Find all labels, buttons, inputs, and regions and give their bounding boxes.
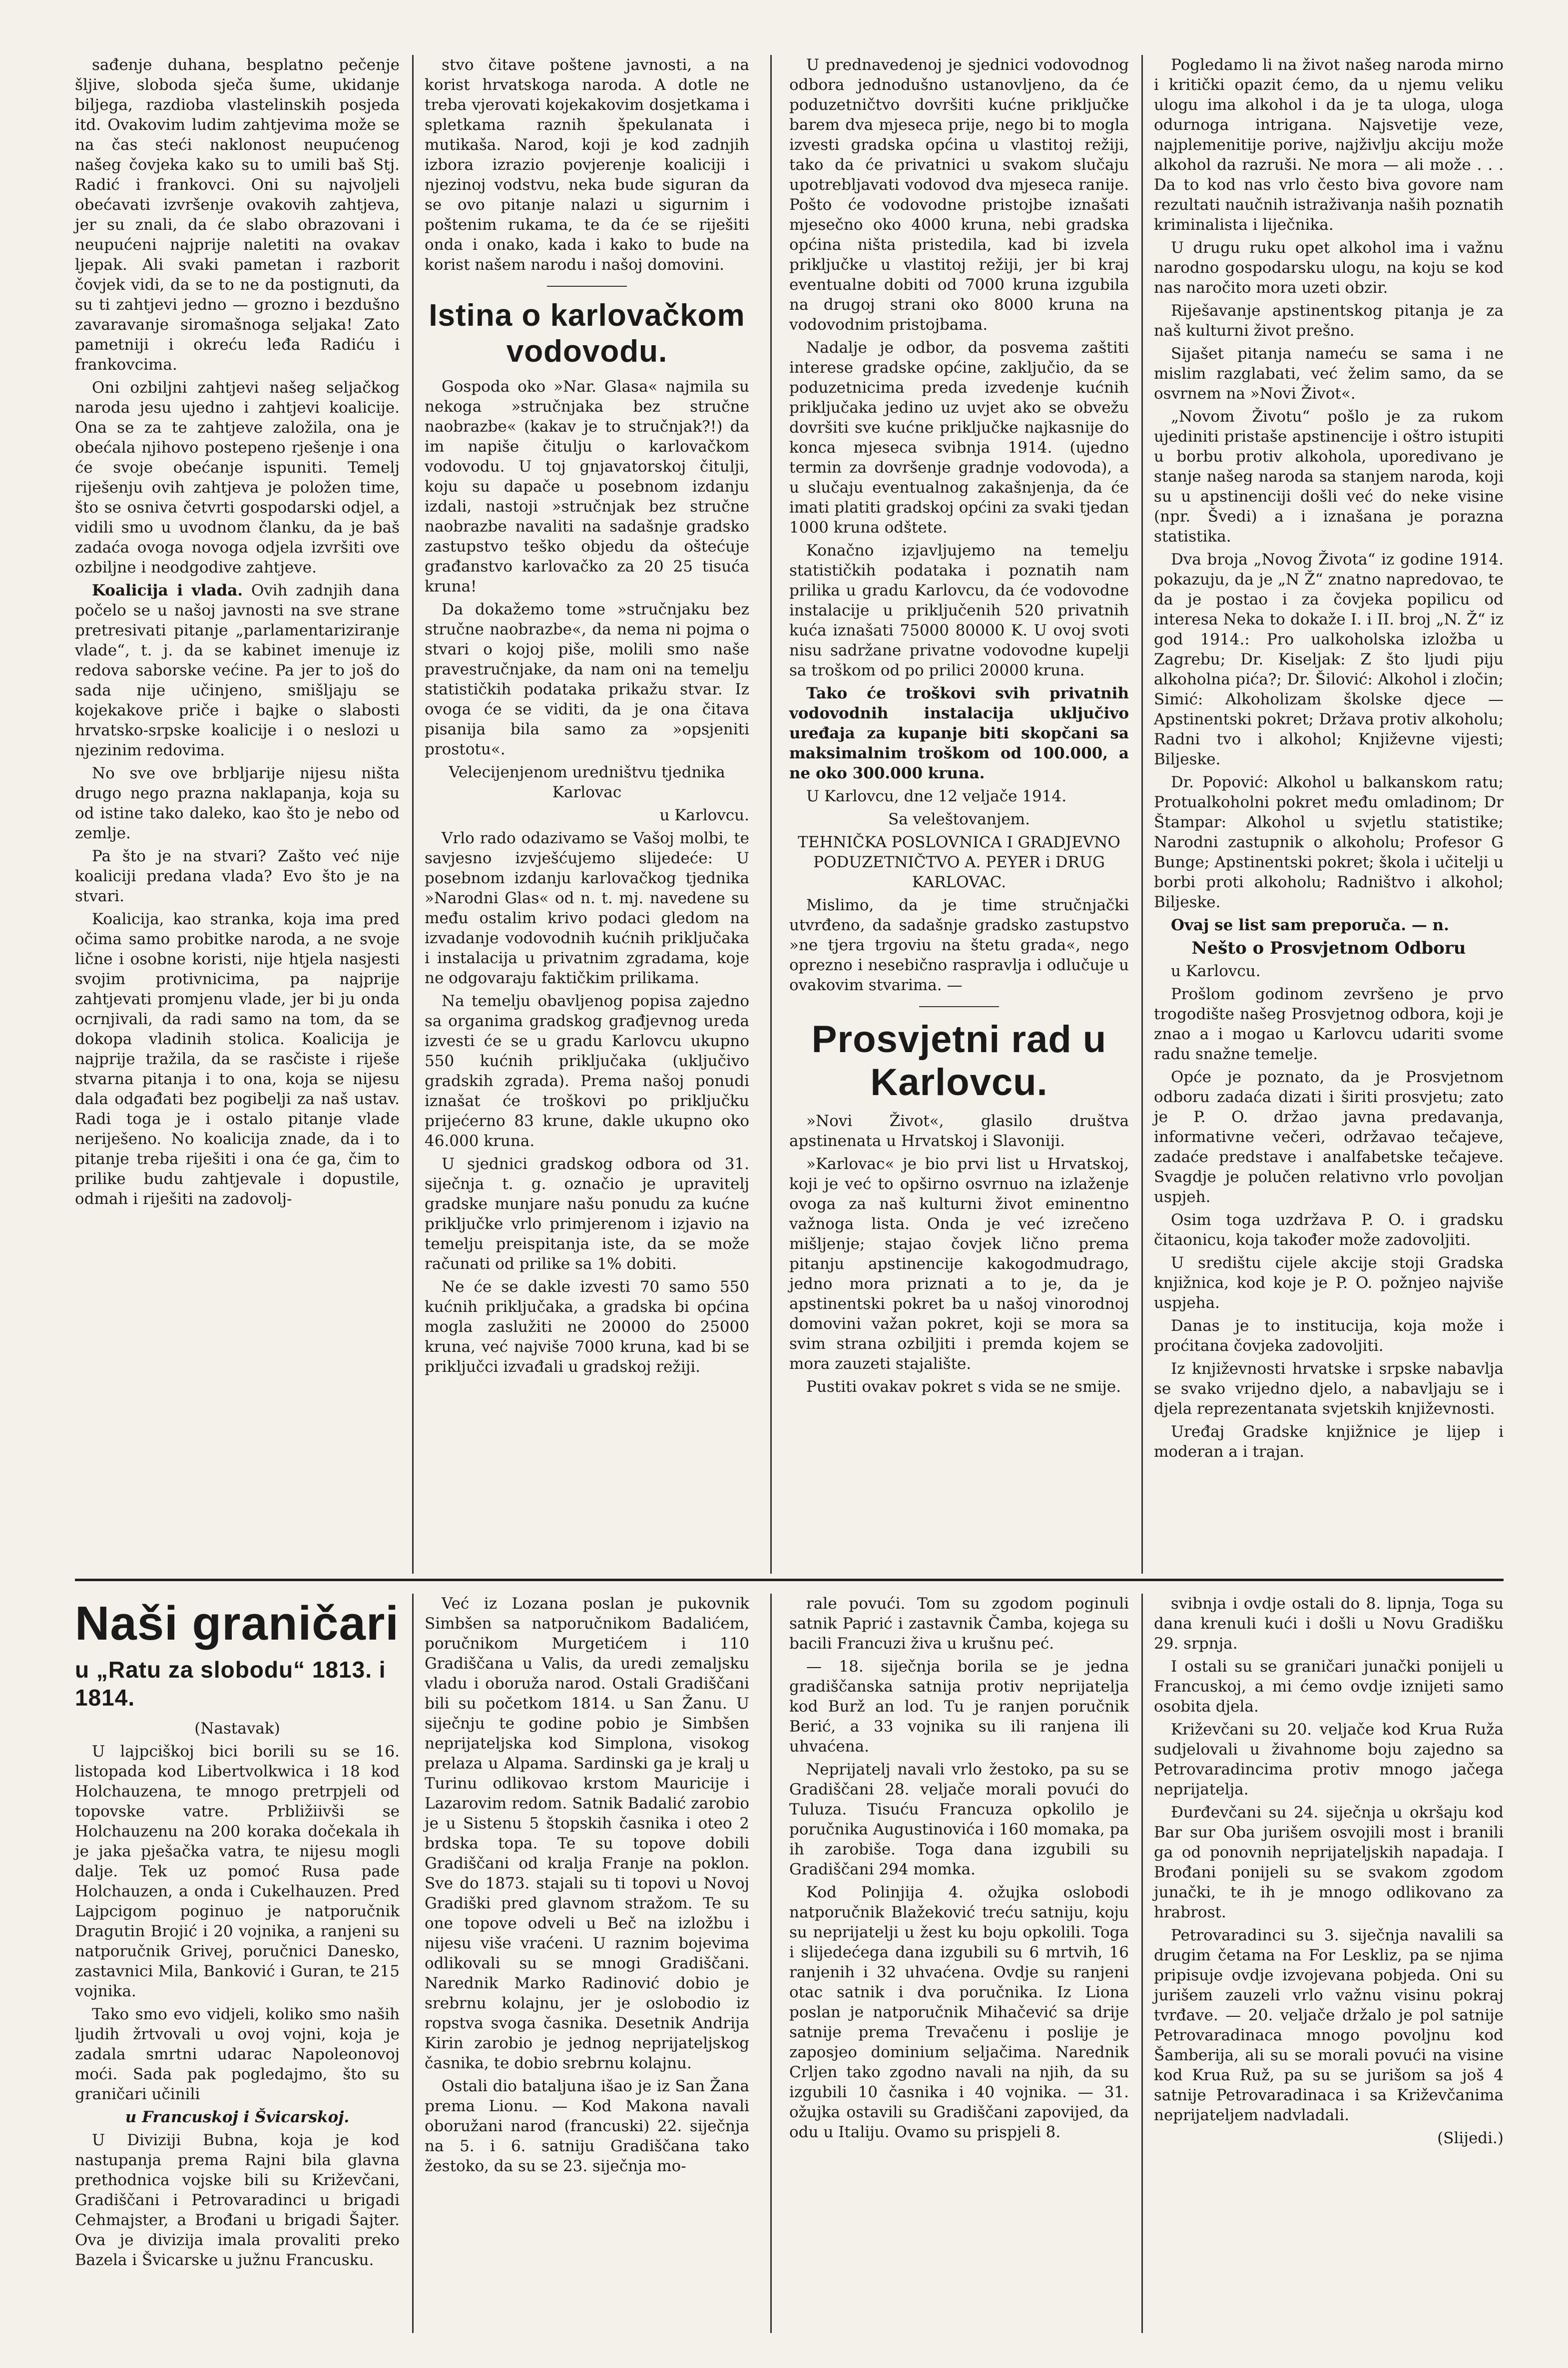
article-paragraph: »Novi Život«, glasilo društva apstinenata u Hrvatskoj i Slavoniji.: [789, 1112, 1129, 1150]
article-paragraph: stvo čitave poštene javnosti, a na korist hrvatskoga naroda. A dotle ne treba vjerovati kojekakovim dosjetkama i spletkama raznih špekulanata i mutikaša. Narod, koji je kod zadnjih izbora izrazio povjerenje koaliciji i njezinoj vodstvu, neka bude siguran da se ovo pitanje nalazi u sigurnim i poštenim rukama, te da će se riješiti onda i onako, kada i kako to bude na korist našem narodu i našoj domovini.: [425, 56, 749, 274]
column-3: [789, 55, 1129, 1400]
column-divider: [770, 1594, 772, 2333]
section-text: Ovih zadnjih dana počelo se u našoj javnosti na sve strane pretresivati pitanje „parlamentariziranje vlade“, t. j. da se kabinet imenuje iz redova saborske većine. Pa jer to još do sada nije učinjeno, smišljaju se kojekakove priče i bajke o slabosti hrvatsko-srpske koalicije i o neslozi u njezinim redovima.: [75, 582, 400, 759]
bottom-column-4: [1154, 1594, 1504, 2151]
article-paragraph: Tako smo evo vidjeli, koliko smo naših ljudih žrtvovali u ovoj vojni, koja je zadala smrtni udarac Napoleonovoj moći. Sada pak pogledajmo, što su graničari učinili: [75, 2005, 400, 2103]
section-subtitle: u Francuskoj i Švicarskoj.: [125, 2108, 350, 2126]
newspaper-page: [75, 55, 1504, 2333]
article-paragraph: I ostali su se graničari junački ponijeli u Francuskoj, a mi ćemo ovdje iznijeti samo osobita djela.: [1154, 1658, 1504, 1716]
article-paragraph: Dr. Popović: Alkohol u balkanskom ratu; Protualkoholni pokret među omladinom; Dr Štampar: Alkohol u svjetlu statistike; Narodni zastupnik o alkoholu; Profesor G Bunge; Apstinentski pokret; škola i učitelji u borbi proti alkoholu; Radništvo i alkohol; Biljeske.: [1154, 773, 1504, 911]
article-paragraph: Konačno izjavljujemo na temelju statističkih podataka i poznatih nam prilika u gradu Karlovcu, da će vodovodne instalacije u priključenih 520 privatnih kuća iznašati 75000 80000 K. U ovoj svoti nisu sadržane privatne vodovodne kupelji sa troškom od po prilici 20000 kruna.: [789, 542, 1129, 679]
firm-signature: TEHNIČKA POSLOVNICA I GRADJEVNO PODUZETNIČTVO A. PEYER i DRUG KARLOVAC.: [798, 833, 1120, 891]
section-lead: Koalicija i vlada.: [92, 582, 243, 599]
letter-place: u Karlovcu.: [659, 806, 749, 824]
article-paragraph: Petrovaradinci su 3. siječnja navalili sa drugim četama na For Leskliz, pa se njima pripisuje ovdje izvojevana pobjeda. Oni su jurišem zauzeli vrlo važnu visinu pokraj tvrđave. — 20. veljače držalo je pol satnije Petrovaradinaca mnogo povoljnu kod Šamberija, ali su se morali povući na visine kod Krua Ruž, pa su se jurišom sa još 4 satnije Petrovaradinaca i sa Križevčanima neprijateljem nadvladali.: [1154, 1926, 1504, 2124]
article-paragraph: rale povući. Tom su zgodom poginuli satnik Paprić i zastavnik Čamba, kojega su bacili Francuzi živa u krušnu peć.: [789, 1595, 1129, 1653]
headline-istina: Istina o karlovačkom vodovodu.: [429, 298, 745, 369]
bottom-column-1: [75, 1594, 400, 2273]
article-paragraph: [75, 581, 400, 760]
to-be-continued: (Slijedi.): [1437, 2129, 1504, 2147]
subheadline-granicari: u „Ratu za slobodu“ 1813. i 1814.: [75, 1657, 386, 1711]
article-paragraph: Dva broja „Novog Života“ iz godine 1914. pokazuju, da je „N Ž“ znatno napredovao, te da je postao i za čovjeka popilicu od interesa Neka to dokaže I. i II. broj „N. Ž“ iz god 1914.: Pro ualkoholska izložba u Zagrebu; Dr. Kiseljak: Z što ljudi piju alkoholna pića?; Dr. Šilović: Alkohol i zločin; Simić: Alkoholizam školske djece — Apstinentski pokret; Država protiv alkoholu; Radni tvo i alkohol; Književne vijesti; Biljeske.: [1154, 551, 1504, 768]
article-paragraph: Opće je poznato, da je Prosvjetnom odboru zadaća dizati i širiti prosvjetu; zato je P. O. držao javna predavanja, informativne večeri, održavao tečajeve, zadaće predstave i analfabetske tečajeve. Svagdje je polučen relativno vrlo povoljan uspjeh.: [1154, 1068, 1504, 1206]
bottom-column-3: [789, 1594, 1129, 2145]
article-paragraph: Đurđevčani su 24. siječnja u okršaju kod Bar sur Oba jurišem osvojili most i branili ga od ponovnih neprijateljskih napadaja. I Brođani ponijeli su se svakom zgodom junački, te ih je mnogo odlikovano za hrabrost.: [1154, 1803, 1504, 1921]
headline-granicari: Naši graničari: [75, 1597, 399, 1650]
article-paragraph: — 18. siječnja borila se je jedna gradiščanska satnija protiv neprijatelja kod Burž an lod. Tu je ranjen poručnik Berić, a 33 vojnika su ili ranjena ili uhvaćena.: [789, 1658, 1129, 1756]
article-paragraph: Križevčani su 20. veljače kod Krua Ruža sudjelovali u živahnome boju zajedno sa Petrovaradincima protiv mnogo jačega neprijatelja.: [1154, 1721, 1504, 1798]
article-paragraph: Nadalje je odbor, da posvema zaštiti interese gradske općine, zaključio, da se poduzetnicima preda izvedenje kućnih priključaka jedino uz uvjet ako se obvežu dovršiti sve kućne priključke najkasnije do konca mjeseca svibnja 1914. (ujedno termin za dovršenje gradnje vodovoda), a u slučaju eventualnog zakašnjenja, da će imati platiti gradskoj općini za svaki tjedan 1000 kruna odštete.: [789, 339, 1129, 537]
article-paragraph: U Diviziji Bubna, koja je kod nastupanja prema Rajni bila glavna prethodnica vojske bili su Križevčani, Gradiščani i Petrovaradinci u brigadi Cehmajster, a Brođani u brigadi Šajter. Ova je divizija imala provaliti preko Bazela i Švicarske u južnu Francusku.: [75, 2131, 400, 2269]
column-divider: [1141, 55, 1143, 1574]
article-paragraph: Danas je to institucija, koja može i proćitana čovjeka zadovoljiti.: [1154, 1317, 1504, 1355]
column-divider: [412, 55, 414, 1574]
headline-prosvjetni-odbor: Nešto o Prosvjetnom Odboru: [1191, 938, 1466, 958]
letter-paragraph: Na temelju obavljenog popisa zajedno sa organima gradskog građjevnog ureda izvesti će se u gradu Karlovcu ukupno 550 kućnih priključaka (uključivo gradskih zgrada). Prema našoj ponudi iznašat će troškovi po priključku prijećerno 83 krune, dakle ukupno oko 46.000 kruna.: [425, 992, 749, 1150]
article-paragraph: Osim toga uzdržava P. O. i gradsku čitaonicu, koja također može zadovoljiti.: [1154, 1211, 1504, 1249]
letter-paragraph: Ne će se dakle izvesti 70 samo 550 kućnih priključaka, a gradska bi općina mogla zaslužiti ne 20000 do 25000 kruna, već najviše 7000 kruna, kad bi se priključci izvađali u gradskoj režiji.: [425, 1278, 749, 1376]
article-paragraph: No sve ove brbljarije nijesu ništa drugo nego prazna naklapanja, koja su od istine tako daleko, kao što je nebo od zemlje.: [75, 764, 400, 842]
column-divider: [770, 55, 772, 1574]
article-paragraph: Tako će troškovi svih privatnih vodovodnih instalacija uključivo uređaja za kupanje biti skopčani sa maksimalnim troškom od 100.000, a ne oko 300.000 kruna.: [789, 684, 1129, 782]
article-paragraph: »Karlovac« je bio prvi list u Hrvatskoj, koji je već to opširno osvrnuo na izlaženje ovoga za naš kulturni život eminentno važnoga lista. Onda je već izrečeno mišljenje; stajao čovjek lično prema pitanju apstinencije kakogodmudrago, jedno mora priznati a to je, da je apstinentski pokret ba u našoj vinorodnoj domovini važan pokret, koji se mora sa svim strana ozbiljiti i premda kojem se mora zauzeti stajalište.: [789, 1155, 1129, 1373]
article-paragraph: Sijašet pitanja nameću se sama i ne mislim razglabati, već želim samo, da se osvrnem na »Novi Život«.: [1154, 345, 1504, 403]
article-paragraph: Ostali dio bataljuna išao je iz San Žana prema Lionu. — Kod Makona navali oboružani narod (francuski) 22. siječnja na 5. i 6. satniju Gradiščana tako žestoko, da su se 23. siječnja mo-: [425, 2077, 749, 2175]
article-paragraph: „Novom Životu“ pošlo je za rukom ujediniti pristaše apstinencije i oštro istupiti u borbu protiv alkohola, uporedivano je stanje našeg naroda sa stanjem naroda, koji su u apstinenciji došli već do neke visine (npr. Švedi) a i iznašana je porazna statistika.: [1154, 408, 1504, 546]
letter-paragraph: U sjednici gradskog odbora od 31. siječnja t. g. označio je upravitelj gradske munjare našu ponudu za kućne priključke vrlo primjerenom i izjavio na temelju preispitanja iste, da se može računati od prilike sa 1% dobiti.: [425, 1155, 749, 1273]
letter-greeting: Sa veleštovanjem.: [888, 810, 1030, 828]
article-paragraph: Oni ozbiljni zahtjevi našeg seljačkog naroda jesu ujedno i zahtjevi koalicije. Ona se za te zahtjeve založila, ona je obećala njihovo postepeno rješenje i ona će svoje obećanje ispuniti. Temelj riješenju ovih zahtjeva je položen time, što se osniva četvrti gospodarski odjel, a vidili smo u uvodnom članku, da je baš zadaća ovoga novoga odjela izvršiti ove ozbiljne i neodgodive zahtjeve.: [75, 379, 400, 577]
article-paragraph: sađenje duhana, besplatno pečenje šljive, sloboda sječa šume, ukidanje biljega, razdioba vlastelinskih posjeda itd. Ovakovim ludim zahtjevima može se na čas steći naklonost neupućenog našeg čovjeka kako su to umili baš Stj. Radić i frankovci. Oni su najvoljeli obećavati izvršenje ovakovih zahtjeva, jer su znali, da će slabo obrazovani i neupućeni najprije naletiti na ovakav ljepak. Ali svaki pametan i razborit čovjek vidi, da se to ne da postignuti, da su ti zahtjevi jedno — grozno i bezdušno zavaravanje siromašnoga seljaka! Zato pametniji i okreću leđa Radiću i frankovcima.: [75, 56, 400, 374]
article-divider: [919, 1006, 999, 1007]
article-paragraph: Riješavanje apstinentskog pitanja je za naš kulturni život prešno.: [1154, 302, 1504, 340]
article-paragraph: U lajpciškoj bici borili su se 16. listopada kod Libertvolkwica i 18 kod Holchauzena, te mnogo pretrpjeli od topovske vatre. Prbližiivši se Holchauzenu na 200 koraka dočekala ih je jaka pješačka vatra, te nijesu mogli dalje. Tek uz pomoć Rusa pade Holchauzen, a onda i Cukelhauzen. Pred Lajpcigom poginuo je natporučnik Dragutin Brojić i 20 vojnika, a ranjeni su natporučnik Grivej, poručnici Danesko, zastavnici Mila, Banković i Guran, te 215 vojnika.: [75, 1743, 400, 2000]
column-1: [75, 55, 400, 1212]
article-paragraph: U drugu ruku opet alkohol ima i važnu narodno gospodarsku ulogu, na koju se kod nas naročito mora uzeti obzir.: [1154, 239, 1504, 297]
letter-paragraph: Vrlo rado odazivamo se Vašoj molbi, te savjesno izvješćujemo slijedeće: U posebnom izdanju karlovačkog tjednika »Narodni Glas« od n. t. mj. navedene su među ostalim krivo podaci gledom na izvadanje vodovodnih kućnih priključaka i instalacija u privatnim zgradama, koje ne odgovaraju faktičkim prilikama.: [425, 829, 749, 987]
article-paragraph: U središtu cijele akcije stoji Gradska knjižnica, kod koje je P. O. požnjeo najviše uspjeha.: [1154, 1254, 1504, 1312]
article-paragraph: Pogledamo li na život našeg naroda mirno i kritički opazit ćemo, da u njemu veliku ulogu ima alkohol i da je ta uloga, uloga odurnoga intrigana. Najsvetije veze, najplemenitije porive, najživlju akciju može alkohol da razruši. Ne mora — ali može . . . Da to kod nas vrlo često biva govore nam rezultati naučnih istraživanja naših poznatih kriminalista i liječnika.: [1154, 56, 1504, 234]
continuation-note: (Nastavak): [194, 1720, 280, 1738]
column-divider: [1141, 1594, 1143, 2333]
article-paragraph: Iz književnosti hrvatske i srpske nabavlja se svako vrijedno djelo, a nabavljaju se i djela reprezentanata svjetskih književnosti.: [1154, 1360, 1504, 1418]
article-paragraph: Ovaj se list sam preporuča. — n.: [1171, 916, 1449, 934]
letter-heading: Velecijenjenom uredništvu tjednika Karlovac: [449, 763, 725, 801]
article-paragraph: Kod Polinjija 4. ožujka oslobodi natporučnik Blažeković treću satniju, koju su neprijatelji u žest ku bоju opkolili. Toga i slijedećega dana izgubili su 6 mrtvih, 16 ranjenih i 32 uhvaćena. Ovdje su ranjeni otac satnik i dva poručnika. Iz Liona poslan je natporučnik Mihačević sa drije satnije prema Trevačenu i poslije je zaposjeo dominium seljačima. Narednik Crljen tako zgodno navali na njih, da su izgubili 10 časnika i 40 vojnika. — 31. ožujka ostavili su Gradiščani zapovijed, da odu u Italiju. Ovamo su prispjeli 8.: [789, 1883, 1129, 2141]
article-paragraph: Gospoda oko »Nar. Glasa« najmila su nekoga »stručnjaka bez stručne naobrazbe« (kakav je to stručnjak?!) da im napiše čitulju o karlovačkom vodovodu. U toj gnjavatorskoj čitulji, koju su dapače u posebnom izdanju izdali, nastoji »stručnjak bez stručne naobrazbe navaliti na sadašnje gradsko zastupstvo teško objedu da oštećuje građanstvo karlovačko za 20 25 tisuća kruna!: [425, 378, 749, 595]
article-paragraph: U prednavedenoj je sjednici vodovodnog odbora jednodušno ustanovljeno, da će poduzetničtvo dovršiti kućne priključke barem dva mjeseca prije, nego bi to mogla izvesti gradska općina u vlastitoj režiji, tako da će privatnici u svakom slučaju upotrebljavati vodovod dva mjeseca ranije. Pošto će vodovodne pristojbe iznašati mjesečno oko 4000 kruna, nebi gradska općina ništa pristedila, kad bi izvela priključke u vlastitoj režiji, jer bi kraj eventualne dobiti od 7000 kruna izgubila na drugoj strani oko 8000 kruna na vodovodnim pristojbama.: [789, 56, 1129, 334]
article-paragraph: Neprijatelj navali vrlo žestoko, pa su se Gradiščani 28. veljače morali povući do Tuluza. Tisuću Francuza opkolilo je poručnika Augustinovića i 160 momaka, pa ih zarobiše. Toga dana izgubili su Gradiščani 294 momka.: [789, 1761, 1129, 1878]
column-4: [1154, 55, 1504, 1465]
article-paragraph: Da dokažemo tome »stručnjaku bez stručne naobrazbe«, da nema ni pojma o stvari o kojoj piše, molili smo naše pravestručnjake, da nam oni na temelju statističkih podataka prikažu stvar. Iz ovoga će se viditi, da je ona čitava pisanija bila samo za »opsjeniti prostotu«.: [425, 600, 749, 758]
article-divider: [547, 286, 627, 287]
article-paragraph: svibnja i ovdje ostali do 8. lipnja, Toga su dana krenuli kući i došli u Novu Gradišku 29. srpnja.: [1154, 1595, 1504, 1653]
article-paragraph: Koalicija, kao stranka, koja ima pred očima samo probitke naroda, a ne svoje lične i osobne koristi, nije htjela nasjesti svojim protivnicima, pa najprije zahtjevati promjenu vlade, jer bi ju onda ocrnjivali, da radi samo na tom, da se dokopa vladinih stolica. Koalicija je najprije tražila, da se rasčiste i riješe stvarna pitanja i to ona, koja se nijesu dala odgađati bez pogibelji za naš ustav. Radi toga je i ostalo pitanje vlade neriješeno. No koalicija znade, da i to pitanje treba riješiti i ona će ga, čim to prilike budu zahtjevale i dopustile, odmah i riješiti na zadovolj-: [75, 910, 400, 1208]
date-line: U Karlovcu, dne 12 veljače 1914.: [806, 787, 1067, 805]
article-paragraph: Već iz Lozana poslan je pukovnik Simbšen sa natporučnikom Badalićem, poručnikom Murgetićem i 110 Gradiščana u Valis, da uredi zemaljsku vladu i oboruža narod. Ostali Gradiščani bili su početkom 1814. u San Žanu. U siječnju te godine pobio je Simbšen neprijateljska kod Simplona, visokog prelaza u Alpama. Sardinski ga je kralj u Turinu odlikovao krstom Mauricije i Lazarovim redom. Satnik Badalić zarobio je u Sistenu 5 štopskih časnika i oteo 2 brdska topa. Te su topove dobili Gradiščani od kralja Franje na poklon. Sve do 1873. stajali su ti topovi u Novoj Gradiški pred glavnom stražom. Te su one topove odveli u Beč na izložbu i nijesu više vraćeni. U raznim bojevima odlikovali su se mnogi Gradiščani. Narednik Marko Radinović dobio je srebrnu kolajnu, jer je oslobodio iz ropstva svoga časnika. Desetnik Andrija Kirin zarobio je jednog neprijateljskog časnika, te dobio srebrnu kolajnu.: [425, 1595, 749, 2072]
column-2: [425, 55, 749, 1380]
headline-prosvjetni-rad: Prosvjetni rad u Karlovcu.: [811, 1018, 1107, 1104]
article-paragraph: Mislimo, da je time stručnjački utvrđeno, da sadašnje gradsko zastupstvo »ne tjera trgoviu na štetu grada«, nego oprezno i nesebično raspravlja i odlučuje u ovakovim stvarima. —: [789, 896, 1129, 994]
article-paragraph: Uređaj Gradske knjižnice je lijep i moderan a i trajan.: [1154, 1423, 1504, 1461]
article-paragraph: Prošlom godinom zevršeno je prvo trogodište našeg Prosvjetnog odbora, koji je znao a i mogao u Karlovcu udariti svome radu snažne temelje.: [1154, 985, 1504, 1063]
bottom-column-2: [425, 1594, 749, 2179]
column-divider: [412, 1594, 414, 2333]
article-paragraph: Pa što je na stvari? Zašto već nije koaliciji predana vlada? Evo što je na stvari.: [75, 847, 400, 905]
article-paragraph: Pustiti ovakav pokret s vida se ne smije.: [806, 1378, 1121, 1396]
section-rule: [75, 1579, 1504, 1581]
section-place: u Karlovcu.: [1171, 962, 1261, 980]
